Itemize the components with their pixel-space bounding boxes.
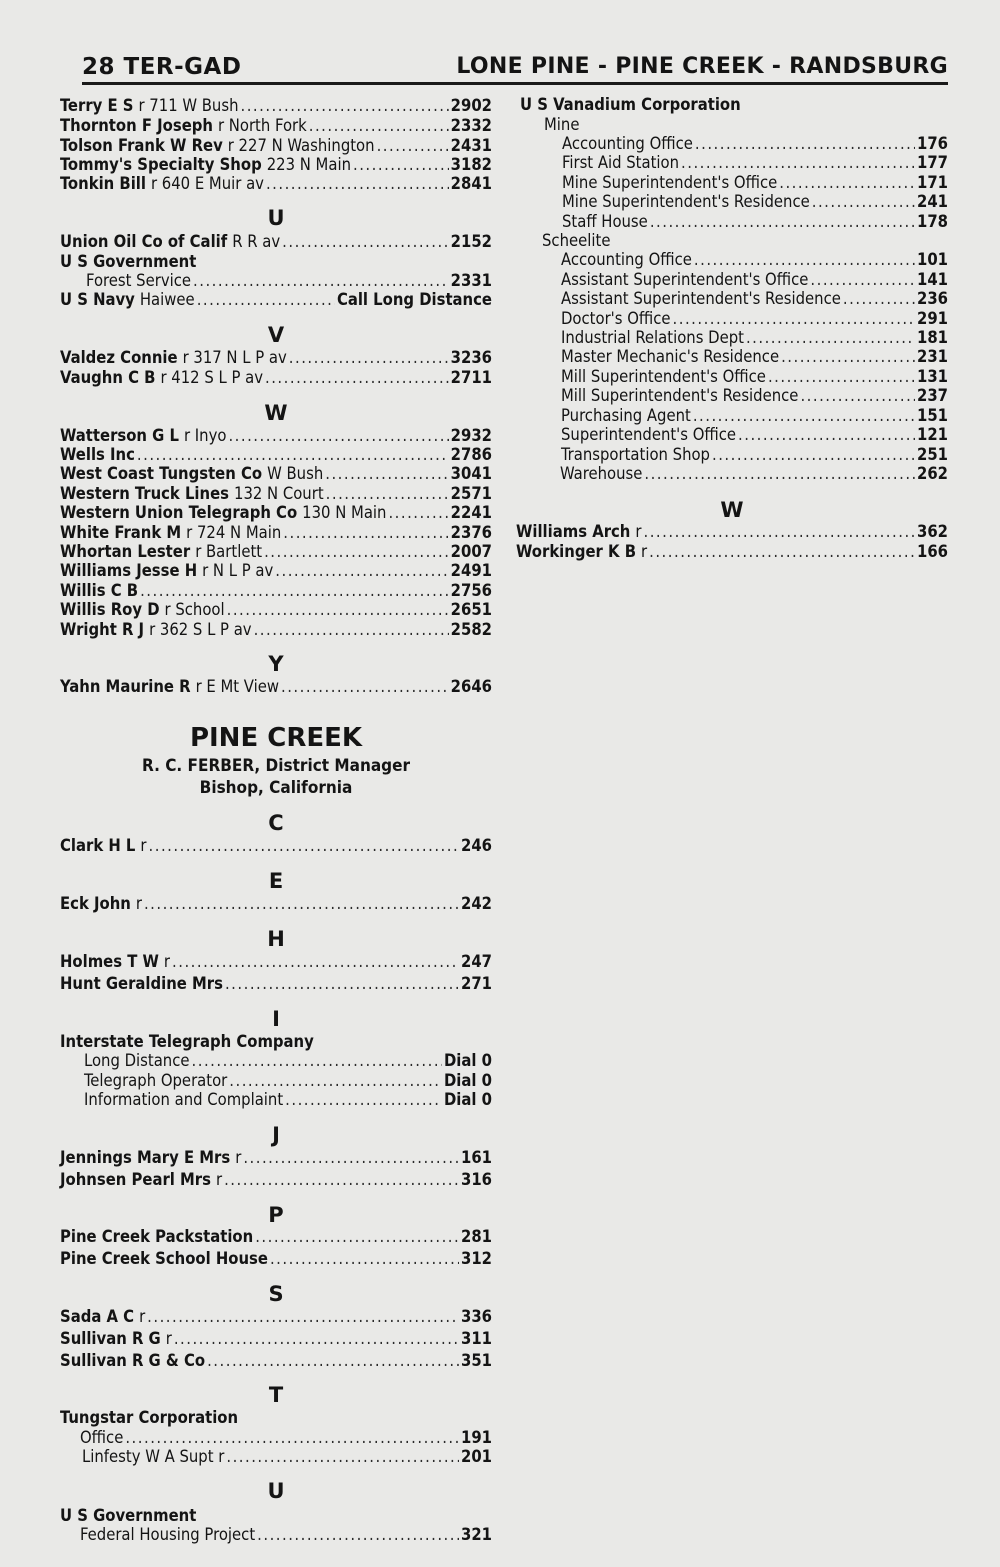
leader-dots (224, 1170, 459, 1190)
listing-name: Watterson G L (60, 426, 179, 445)
listing-address: r (140, 836, 147, 855)
listing-name: Wells Inc (60, 445, 135, 464)
listing-row (60, 1148, 492, 1170)
leader-dots (650, 212, 915, 232)
listing-name: Johnsen Pearl Mrs (60, 1170, 211, 1189)
leader-dots (326, 484, 449, 504)
sub-listing-row (516, 464, 948, 486)
listing-address: r (215, 1170, 223, 1189)
listing-address: 130 N Main (302, 503, 387, 522)
listing-name: Williams Arch (516, 522, 631, 541)
sub-listing-label: Linfesty W A Supt r (82, 1447, 225, 1466)
listing-number: 351 (461, 1351, 492, 1370)
listing-name: Holmes T W (60, 952, 159, 971)
listing-name: Western Truck Lines (60, 484, 229, 503)
listing-number: 191 (461, 1428, 492, 1447)
listing-name: Willis C B (60, 581, 139, 600)
sub-listing-label: Accounting Office (562, 134, 693, 153)
leader-dots (282, 232, 449, 252)
listing-name: Terry E S (60, 96, 134, 115)
leader-dots (140, 581, 449, 601)
sub-listing-row (516, 386, 948, 408)
listing-number: 237 (917, 386, 948, 405)
listing-number: 251 (917, 445, 948, 464)
listing-name: U S Navy (60, 290, 135, 309)
leader-dots (781, 347, 915, 367)
leader-dots (275, 561, 448, 581)
listing-name: Workinger K B (516, 542, 637, 561)
listing-address: r (641, 542, 648, 561)
sub-listing-row (60, 1447, 492, 1469)
leader-dots (695, 134, 915, 154)
listing-number: 2646 (450, 677, 492, 696)
listing-name: Sullivan R G & Co (60, 1351, 206, 1370)
listing-name: U S Vanadium Corporation (520, 95, 741, 114)
leader-dots (254, 620, 449, 640)
listing-address: r 362 S L P av (149, 620, 252, 639)
leader-dots (227, 600, 449, 620)
listing-name: Western Union Telegraph Co (60, 503, 298, 522)
listing-name: Vaughn C B (60, 368, 156, 387)
sub-listing-label: First Aid Station (562, 153, 680, 172)
listing-number: 2902 (450, 96, 492, 115)
listing-name: Eck John (60, 894, 131, 913)
listing-address: r E Mt View (195, 677, 279, 696)
section-letter: V (267, 323, 285, 347)
listing-name: U S Government (60, 252, 197, 271)
section-letter: W (264, 401, 288, 425)
listing-number: 2241 (450, 503, 492, 522)
section-letter: S (268, 1282, 284, 1306)
listing-row (60, 561, 492, 583)
leader-dots (228, 426, 448, 446)
leader-dots (694, 250, 915, 270)
sub-listing-label: Warehouse (560, 464, 643, 483)
leader-dots (388, 503, 448, 523)
listing-name: Willis Roy D (60, 600, 160, 619)
listing-number: 2932 (450, 426, 492, 445)
listing-name: Union Oil Co of Calif (60, 232, 228, 251)
section-letter: Y (268, 652, 284, 676)
listing-address: r 724 N Main (186, 523, 282, 542)
sub-listing-row (516, 289, 948, 311)
listing-address: W Bush (267, 464, 324, 483)
leader-dots (149, 836, 459, 856)
listing-row (60, 836, 492, 858)
leader-dots (172, 952, 459, 972)
listing-name: Sullivan R G (60, 1329, 161, 1348)
leader-dots (174, 1329, 459, 1349)
listing-number: 201 (461, 1447, 492, 1466)
sub-listing-label: Telegraph Operator (84, 1071, 228, 1090)
listing-number: 2756 (450, 581, 492, 600)
leader-dots (810, 270, 915, 290)
listing-row (60, 174, 492, 196)
listing-row (60, 464, 492, 486)
sub-listing-label: Mill Superintendent's Office (561, 367, 766, 386)
listing-number: 2376 (450, 523, 492, 542)
leader-dots (693, 406, 915, 426)
listing-address: 223 N Main (266, 155, 351, 174)
leader-dots (779, 173, 915, 193)
listing-row (60, 232, 492, 254)
leader-dots (266, 174, 449, 194)
section-letter: T (268, 1383, 284, 1407)
district-manager: R. C. FERBER, District Manager (141, 756, 411, 776)
listing-number: 2582 (450, 620, 492, 639)
listing-row (60, 1170, 492, 1192)
listing-address: r (135, 894, 142, 913)
sub-listing-label: Staff House (562, 212, 648, 231)
sub-listing-label: Mill Superintendent's Residence (561, 386, 799, 405)
listing-number: 2332 (450, 116, 492, 135)
listing-number: 3182 (450, 155, 492, 174)
leader-dots (193, 271, 449, 291)
leader-dots (746, 328, 915, 348)
listing-number: 166 (917, 542, 948, 561)
listing-name: U S Government (60, 1506, 197, 1525)
district-location: Bishop, California (199, 778, 353, 798)
leader-dots (673, 309, 915, 329)
section-letter: C (268, 811, 284, 835)
sub-listing-label: Information and Complaint (84, 1090, 284, 1109)
leader-dots (325, 464, 448, 484)
sub-listing-label: Accounting Office (561, 250, 692, 269)
listing-number: 3041 (450, 464, 492, 483)
sub-listing-row (516, 192, 948, 214)
listing-name: Jennings Mary E Mrs (60, 1148, 231, 1167)
section-letter: P (268, 1203, 284, 1227)
listing-address: r (165, 1329, 172, 1348)
leader-dots (289, 348, 449, 368)
section-letter: I (272, 1007, 280, 1031)
listing-number: 178 (917, 212, 948, 231)
listing-name: Yahn Maurine R (60, 677, 191, 696)
listing-name: Interstate Telegraph Company (60, 1032, 314, 1051)
leader-dots (264, 542, 449, 562)
leader-dots (712, 445, 915, 465)
listing-number: 316 (461, 1170, 492, 1189)
section-letter: U (267, 1479, 285, 1503)
listing-number: 2331 (450, 271, 492, 290)
listing-name: Tommy's Specialty Shop (60, 155, 262, 174)
listing-row (516, 542, 948, 564)
listing-number: 241 (917, 192, 948, 211)
listing-address: r 317 N L P av (182, 348, 287, 367)
directory-region-title: LONE PINE - PINE CREEK - RANDSBURG (456, 54, 948, 79)
listing-number: 271 (461, 974, 492, 993)
listing-row (516, 522, 948, 544)
listing-address: Haiwee (139, 290, 195, 309)
listing-number: 247 (461, 952, 492, 971)
listing-number: 291 (917, 309, 948, 328)
listing-name: White Frank M (60, 523, 182, 542)
sub-listing-label: Long Distance (84, 1051, 190, 1070)
leader-dots (270, 1249, 459, 1269)
listing-number: 121 (917, 425, 948, 444)
listing-number: 2711 (450, 368, 492, 387)
leader-dots (229, 1071, 442, 1091)
leader-dots (800, 386, 915, 406)
listing-address: r School (164, 600, 225, 619)
page-header (82, 54, 948, 85)
leader-dots (649, 542, 915, 562)
listing-number: 177 (917, 153, 948, 172)
leader-dots (197, 290, 335, 310)
listing-name: Thornton F Joseph (60, 116, 213, 135)
listing-number: 321 (461, 1525, 492, 1544)
listing-address: r N L P av (202, 561, 274, 580)
listing-row (60, 1329, 492, 1351)
listing-name: Pine Creek School House (60, 1249, 268, 1268)
listing-row (60, 1227, 492, 1249)
listing-number: 101 (917, 250, 948, 269)
leader-dots (644, 522, 916, 542)
leader-dots (255, 1227, 459, 1247)
listing-number: Dial 0 (443, 1090, 492, 1109)
page-number-and-range: 28 TER-GAD (82, 54, 242, 80)
listing-row (60, 503, 492, 525)
listing-number: 2571 (450, 484, 492, 503)
listing-number: 281 (461, 1227, 492, 1246)
sub-listing-row (516, 153, 948, 175)
listing-name: Tungstar Corporation (60, 1408, 239, 1427)
leader-dots (377, 136, 449, 156)
listing-address: r 640 E Muir av (150, 174, 264, 193)
section-letter: U (267, 206, 285, 230)
listing-name: Pine Creek Packstation (60, 1227, 254, 1246)
listing-number: 171 (917, 173, 948, 192)
sub-listing-label: Office (80, 1428, 124, 1447)
section-letter: J (272, 1123, 280, 1147)
section-letter: H (267, 927, 285, 951)
listing-address: r 227 N Washington (227, 136, 375, 155)
leader-dots (144, 894, 459, 914)
listing-row (60, 1351, 492, 1373)
leader-dots (768, 367, 915, 387)
listing-number: 246 (461, 836, 492, 855)
listing-number: 2651 (450, 600, 492, 619)
sub-listing-label: Mine Superintendent's Office (562, 173, 778, 192)
listing-number: 2491 (450, 561, 492, 580)
listing-row (60, 116, 492, 138)
leader-dots (265, 368, 449, 388)
listing-number: Dial 0 (443, 1051, 492, 1070)
sub-listing-label: Master Mechanic's Residence (561, 347, 780, 366)
sub-listing-label: Mine Superintendent's Residence (562, 192, 810, 211)
leader-dots (225, 974, 459, 994)
leader-dots (125, 1428, 459, 1448)
listing-heading (516, 95, 948, 117)
listing-number: 262 (917, 464, 948, 483)
listing-name: Clark H L (60, 836, 136, 855)
listing-number: 2431 (450, 136, 492, 155)
listing-address: r Inyo (183, 426, 227, 445)
sub-listing-label: Industrial Relations Dept (561, 328, 744, 347)
listing-name: West Coast Tungsten Co (60, 464, 263, 483)
listing-row (60, 348, 492, 370)
listing-address: r 711 W Bush (138, 96, 239, 115)
listing-name: Sada A C (60, 1307, 135, 1326)
leader-dots (226, 1447, 459, 1467)
listing-row (60, 600, 492, 622)
listing-number: 2007 (450, 542, 492, 561)
listing-name: Williams Jesse H (60, 561, 198, 580)
section-letter: E (268, 869, 284, 893)
leader-dots (843, 289, 915, 309)
sub-listing-label: Assistant Superintendent's Residence (561, 289, 841, 308)
leader-dots (681, 153, 915, 173)
listing-number: 131 (917, 367, 948, 386)
listing-number: Call Long Distance (336, 290, 492, 309)
listing-row (60, 290, 492, 312)
listing-row (60, 974, 492, 996)
sub-listing-row (516, 425, 948, 447)
sub-listing-label: Doctor's Office (561, 309, 671, 328)
listing-address: 132 N Court (234, 484, 324, 503)
listing-number: 231 (917, 347, 948, 366)
listing-number: 2841 (450, 174, 492, 193)
listing-heading (60, 1408, 492, 1430)
listing-name: Hunt Geraldine Mrs (60, 974, 223, 993)
listing-number: 151 (917, 406, 948, 425)
listing-row (60, 1249, 492, 1271)
listing-number: 3236 (450, 348, 492, 367)
listing-address: r 412 S L P av (160, 368, 263, 387)
listing-address: R R av (232, 232, 281, 251)
listing-row (60, 894, 492, 916)
listing-number: 336 (461, 1307, 492, 1326)
leader-dots (644, 464, 915, 484)
leader-dots (243, 1148, 459, 1168)
sub-heading-label: Mine (544, 115, 580, 134)
section-letter: W (720, 498, 744, 522)
sub-listing-label: Transportation Shop (561, 445, 710, 464)
listing-address: r (139, 1307, 146, 1326)
sub-listing-label: Superintendent's Office (561, 425, 737, 444)
listing-number: 362 (917, 522, 948, 541)
listing-number: 2786 (450, 445, 492, 464)
sub-listing-label: Federal Housing Project (80, 1525, 256, 1544)
sub-listing-row (516, 250, 948, 272)
leader-dots (281, 677, 449, 697)
listing-name: Valdez Connie (60, 348, 178, 367)
listing-name: Tonkin Bill (60, 174, 146, 193)
leader-dots (257, 1525, 459, 1545)
leader-dots (192, 1051, 442, 1071)
listing-address: r (235, 1148, 242, 1167)
listing-number: 242 (461, 894, 492, 913)
leader-dots (285, 1090, 442, 1110)
listing-number: 2152 (450, 232, 492, 251)
listing-name: Tolson Frank W Rev (60, 136, 223, 155)
listing-row (60, 620, 492, 642)
leader-dots (240, 96, 448, 116)
listing-address: r (163, 952, 171, 971)
listing-row (60, 368, 492, 390)
listing-row (60, 677, 492, 699)
sub-listing-label: Purchasing Agent (561, 406, 691, 425)
listing-number: 141 (917, 270, 948, 289)
listing-number: 181 (917, 328, 948, 347)
listing-name: Wright R J (60, 620, 145, 639)
listing-number: 312 (461, 1249, 492, 1268)
listing-address: r Bartlett (195, 542, 263, 561)
listing-address: r (635, 522, 642, 541)
sub-listing-row (60, 1525, 492, 1547)
listing-number: 236 (917, 289, 948, 308)
sub-listing-row (60, 1090, 492, 1112)
leader-dots (353, 155, 449, 175)
listing-row (60, 1307, 492, 1329)
leader-dots (207, 1351, 459, 1371)
leader-dots (309, 116, 449, 136)
pine-creek-title: PINE CREEK (189, 723, 363, 753)
sub-listing-label: Assistant Superintendent's Office (561, 270, 809, 289)
listing-row (60, 96, 492, 118)
leader-dots (137, 445, 449, 465)
listing-name: Whortan Lester (60, 542, 191, 561)
sub-listing-row (60, 1051, 492, 1073)
listing-number: 311 (461, 1329, 492, 1348)
leader-dots (812, 192, 915, 212)
sub-heading-label: Scheelite (542, 231, 611, 250)
leader-dots (738, 425, 915, 445)
leader-dots (283, 523, 448, 543)
sub-listing-label: Forest Service (86, 271, 192, 290)
listing-row (60, 952, 492, 974)
listing-address: r North Fork (217, 116, 307, 135)
leader-dots (147, 1307, 459, 1327)
sub-listing-row (516, 347, 948, 369)
listing-number: 176 (917, 134, 948, 153)
listing-number: Dial 0 (443, 1071, 492, 1090)
listing-number: 161 (461, 1148, 492, 1167)
